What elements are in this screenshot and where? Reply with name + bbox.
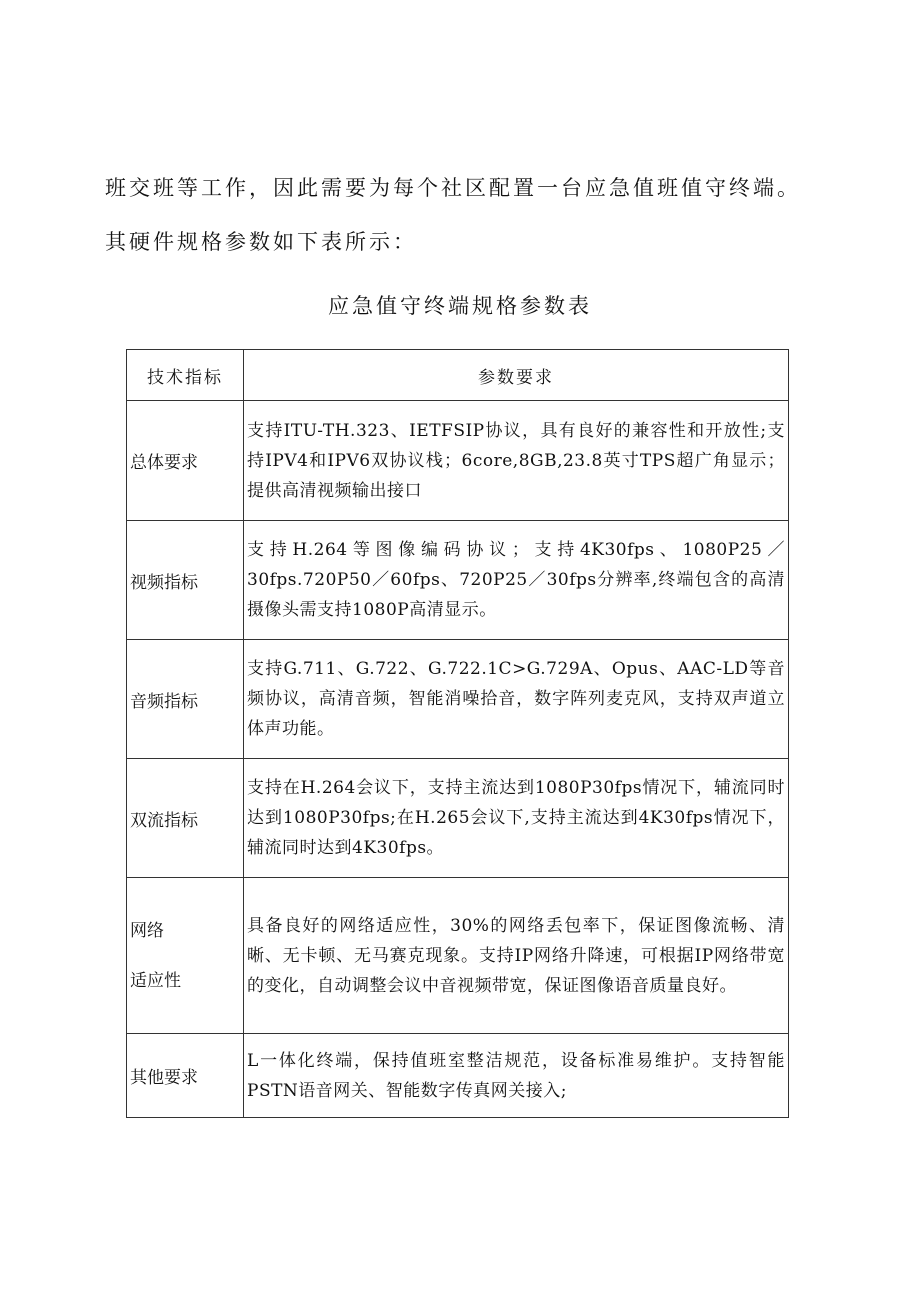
- table-row: [127, 759, 789, 878]
- row-key: 其他要求: [127, 1034, 244, 1118]
- header-indicator: 技术指标: [127, 350, 244, 401]
- row-key-line-1: 网络: [130, 920, 164, 941]
- row-key: 总体要求: [127, 401, 244, 521]
- body-paragraph-1: 班交班等工作，因此需要为每个社区配置一台应急值班值守终端。: [105, 176, 801, 200]
- row-value: L一体化终端，保持值班室整洁规范，设备标准易维护。支持智能PSTN语音网关、智能数字传真网关接入;: [244, 1034, 789, 1118]
- body-paragraph-2: 其硬件规格参数如下表所示：: [105, 230, 417, 254]
- table-header-row: [127, 350, 789, 401]
- table-row: [127, 640, 789, 759]
- row-key-line-2: 适应性: [130, 970, 181, 991]
- row-value: 支持H.264等图像编码协议；支持4K30fps、1080P25／30fps.720P50／60fps、720P25／30fps分辨率,终端包含的高清摄像头需支持1080P高清显示。: [244, 521, 789, 640]
- row-key: 视频指标: [127, 521, 244, 640]
- row-value: 支持ITU-TH.323、IETFSIP协议，具有良好的兼容性和开放性;支持IPV4和IPV6双协议栈；6core,8GB,23.8英寸TPS超广角显示；提供高清视频输出接口: [244, 401, 789, 521]
- row-value: 具备良好的网络适应性，30%的网络丢包率下，保证图像流畅、清晰、无卡顿、无马赛克现象。支持IP网络升降速，可根据IP网络带宽的变化，自动调整会议中音视频带宽，保证图像语音质量良好。: [244, 878, 789, 1034]
- spec-table: [126, 349, 789, 1118]
- row-key: 音频指标: [127, 640, 244, 759]
- row-key: [127, 878, 244, 1034]
- header-requirement: 参数要求: [244, 350, 789, 401]
- table-row: [127, 401, 789, 521]
- table-title: 应急值守终端规格参数表: [328, 294, 592, 318]
- table-row: [127, 878, 789, 1034]
- table-row: [127, 521, 789, 640]
- row-value: 支持在H.264会议下，支持主流达到1080P30fps情况下，辅流同时达到1080P30fps;在H.265会议下,支持主流达到4K30fps情况下，辅流同时达到4K30fps。: [244, 759, 789, 878]
- row-key: 双流指标: [127, 759, 244, 878]
- table-row: [127, 1034, 789, 1118]
- row-value: 支持G.711、G.722、G.722.1C>G.729A、Opus、AAC-LD等音频协议，高清音频，智能消噪拾音，数字阵列麦克风，支持双声道立体声功能。: [244, 640, 789, 759]
